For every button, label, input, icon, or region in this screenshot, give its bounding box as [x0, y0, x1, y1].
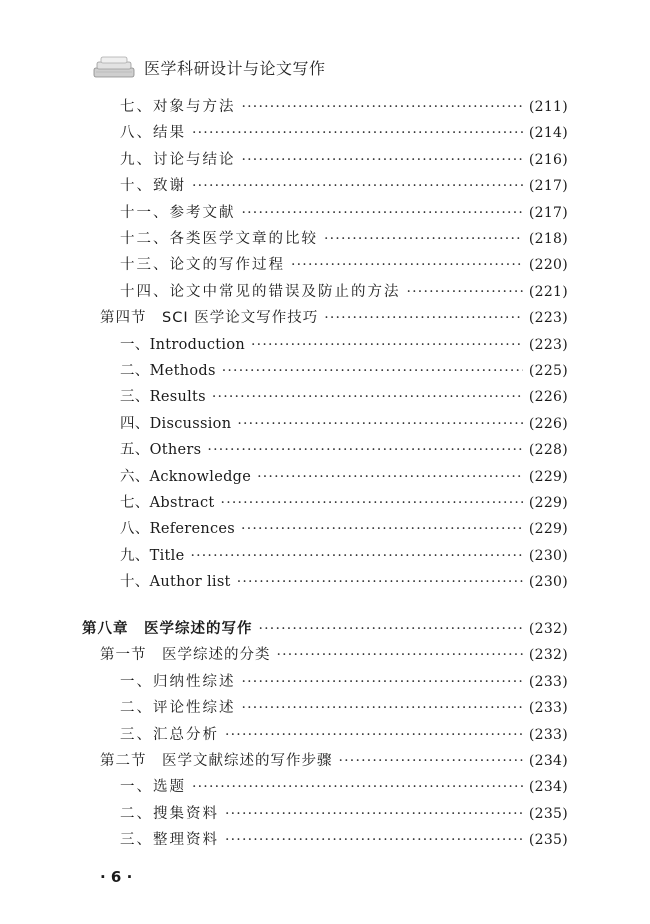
- toc-section-entry: [100, 305, 568, 331]
- toc-entry: [120, 516, 568, 542]
- dot-leader: [407, 279, 523, 305]
- toc-page-number: (216): [528, 151, 568, 168]
- dot-leader: [242, 94, 523, 120]
- toc-page-number: (230): [528, 547, 568, 564]
- toc-entry-title: 一、归纳性综述: [120, 673, 236, 690]
- toc-entry: [120, 358, 568, 384]
- toc-entry: [120, 332, 568, 358]
- toc-entry-title: 十三、论文的写作过程: [120, 257, 285, 274]
- toc-entry-title: 七、对象与方法: [120, 99, 236, 115]
- toc-page-number: (229): [528, 468, 568, 485]
- toc-entry: [120, 695, 568, 721]
- toc-section-entry: [100, 748, 568, 774]
- dot-leader: [207, 437, 522, 463]
- toc-page-number: (220): [528, 257, 568, 274]
- dot-leader: [192, 774, 523, 800]
- toc-entry-title: 八、结果: [120, 125, 186, 142]
- toc-entry-title: 二、评论性综述: [120, 700, 236, 717]
- toc-entry: [120, 173, 568, 199]
- dot-leader: [339, 748, 523, 774]
- toc-page-number: (211): [528, 99, 568, 115]
- toc-entry: [120, 384, 568, 410]
- book-title: 医学科研设计与论文写作: [144, 59, 326, 78]
- toc-page-number: (235): [528, 805, 568, 822]
- toc-entry-title: 六、Acknowledge: [120, 468, 252, 485]
- toc-page-number: (229): [528, 495, 568, 511]
- toc-entry-title: 十四、论文中常见的错误及防止的方法: [120, 283, 401, 300]
- dot-leader: [257, 464, 523, 490]
- toc-entry-title: 一、Introduction: [120, 336, 246, 353]
- toc-page-number: (217): [528, 204, 568, 221]
- dot-leader: [225, 827, 523, 853]
- toc-entry-title: 二、Methods: [120, 363, 216, 379]
- dot-leader: [251, 332, 523, 358]
- dot-leader: [237, 411, 522, 437]
- toc-page-number: (233): [528, 726, 568, 743]
- dot-leader: [192, 173, 523, 199]
- dot-leader: [242, 147, 523, 173]
- toc-entry: [120, 200, 568, 226]
- toc-page-number: (217): [528, 178, 568, 195]
- toc-entry: [120, 801, 568, 827]
- toc-entry-title: 第八章 医学综述的写作: [82, 621, 253, 637]
- toc-page-number: (214): [528, 125, 568, 142]
- dot-leader: [192, 120, 523, 146]
- toc-entry: [120, 252, 568, 278]
- page-number: · 6 ·: [100, 868, 133, 886]
- dot-leader: [237, 569, 523, 595]
- toc-page-number: (232): [528, 647, 568, 664]
- toc-entry-title: 五、Others: [120, 442, 202, 459]
- toc-entry-title: 十一、参考文献: [120, 204, 236, 221]
- dot-leader: [225, 801, 523, 827]
- toc-entry-title: 九、讨论与结论: [120, 151, 236, 168]
- toc-entry: [120, 543, 568, 569]
- toc-page-number: (235): [528, 832, 568, 849]
- dot-leader: [291, 252, 523, 278]
- dot-leader: [324, 305, 523, 331]
- toc-entry: [120, 490, 568, 516]
- toc-entry: [120, 147, 568, 173]
- toc-page-number: (233): [528, 673, 568, 690]
- toc-entry: [120, 279, 568, 305]
- toc-page-number: (223): [528, 310, 568, 327]
- toc-page-number: (234): [528, 753, 568, 769]
- toc-page-number: (223): [528, 336, 568, 353]
- toc-page-number: (226): [528, 389, 568, 406]
- toc-entry-title: 第四节 SCI 医学论文写作技巧: [100, 310, 319, 327]
- toc-page-number: (230): [528, 574, 568, 591]
- toc-entry: [120, 569, 568, 595]
- running-header: [92, 52, 392, 82]
- toc-entry-title: 第二节 医学文献综述的写作步骤: [100, 753, 333, 769]
- toc-entry: [120, 774, 568, 800]
- toc-entry: [120, 437, 568, 463]
- toc-entry-title: 十、致谢: [120, 178, 186, 195]
- toc-chapter-entry: [82, 616, 568, 642]
- toc-page-number: (229): [528, 521, 568, 538]
- dot-leader: [242, 200, 523, 226]
- toc-page-number: (226): [528, 415, 568, 432]
- toc-entry-title: 八、References: [120, 521, 236, 538]
- toc-entry: [120, 411, 568, 437]
- toc-page-number: (228): [528, 442, 568, 459]
- toc-entry: [120, 120, 568, 146]
- toc-entry-title: 四、Discussion: [120, 415, 232, 432]
- toc-entry: [120, 722, 568, 748]
- toc-entry-title: 七、Abstract: [120, 495, 215, 511]
- dot-leader: [242, 669, 523, 695]
- toc-entry-title: 三、汇总分析: [120, 726, 219, 743]
- toc-entry: [120, 94, 568, 120]
- toc-page-number: (218): [528, 231, 568, 247]
- toc-page-number: (232): [528, 621, 568, 637]
- toc-entry-title: 十、Author list: [120, 574, 231, 591]
- toc-entry-title: 九、Title: [120, 547, 185, 564]
- toc-entry-title: 十二、各类医学文章的比较: [120, 231, 318, 247]
- dot-leader: [241, 516, 523, 542]
- dot-leader: [222, 358, 523, 384]
- dot-leader: [277, 642, 523, 668]
- dot-leader: [242, 695, 523, 721]
- toc-entry: [120, 827, 568, 853]
- toc-entry: [120, 464, 568, 490]
- toc-entry-title: 第一节 医学综述的分类: [100, 647, 271, 664]
- dot-leader: [190, 543, 522, 569]
- toc-page-number: (221): [528, 283, 568, 300]
- dot-leader: [225, 722, 523, 748]
- dot-leader: [259, 616, 523, 642]
- books-logo-icon: [92, 54, 138, 80]
- dot-leader: [221, 490, 523, 516]
- toc-entry-title: 三、Results: [120, 389, 206, 406]
- toc-entry: [120, 226, 568, 252]
- toc-entry-title: 二、搜集资料: [120, 805, 219, 822]
- toc-page-number: (234): [528, 779, 568, 796]
- toc-page-number: (233): [528, 700, 568, 717]
- toc-entry-title: 三、整理资料: [120, 832, 219, 849]
- toc-section-entry: [100, 642, 568, 668]
- toc-entry-title: 一、选题: [120, 779, 186, 796]
- dot-leader: [212, 384, 523, 410]
- toc-entry: [120, 669, 568, 695]
- dot-leader: [324, 226, 523, 252]
- toc-page-number: (225): [528, 363, 568, 379]
